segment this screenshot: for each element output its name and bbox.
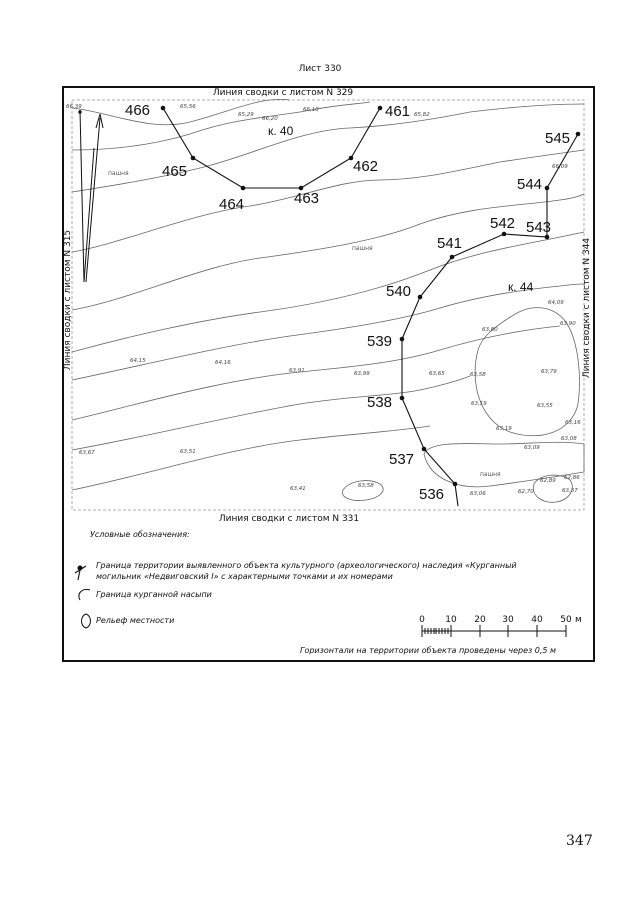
point-label: 545: [545, 130, 571, 147]
elevation-label: 66,09: [552, 164, 568, 170]
legend-relief: Рельеф местности: [96, 616, 175, 625]
point-label: 544: [517, 176, 543, 193]
point-label: 461: [385, 103, 411, 120]
legend-relief-icon: [82, 614, 91, 628]
elevation-label: 63,16: [565, 420, 581, 426]
elevation-label: 64,15: [130, 358, 146, 364]
elevation-label: 64,09: [548, 300, 564, 306]
point-541-marker: [450, 255, 455, 260]
legend-contour-note: Горизонтали на территории объекта проведены через 0,5 м: [300, 646, 557, 655]
page-number: 347: [566, 833, 593, 849]
point-466-marker: [161, 106, 166, 111]
contour-line: [72, 284, 584, 380]
point-label: 541: [437, 235, 463, 252]
elevation-label: 63,58: [470, 372, 486, 378]
point-545-marker: [576, 132, 581, 137]
junction-bottom: Линия сводки с листом N 331: [218, 514, 360, 524]
legend-title: Условные обозначения:: [90, 530, 190, 539]
elevation-label: 65,82: [414, 112, 430, 118]
legend-boundary-icon: [75, 566, 86, 580]
contour-line: [72, 376, 470, 450]
elevation-label: 63,51: [180, 449, 196, 455]
elevation-label: 63,80: [482, 327, 498, 333]
elevation-label: 63,37: [562, 488, 578, 494]
scale-tick-label: 40: [531, 615, 543, 625]
point-label: 536: [419, 486, 445, 503]
point-label: 542: [490, 215, 516, 232]
point-label: 543: [526, 219, 552, 236]
point-537-marker: [422, 447, 427, 452]
elevation-label: 65,56: [180, 104, 196, 110]
point-542-marker: [502, 232, 507, 237]
scale-tick-label: 50: [560, 615, 572, 625]
elevation-label: 63,79: [541, 369, 557, 375]
point-464-marker: [241, 186, 246, 191]
elevation-label: 66,20: [262, 116, 278, 122]
closed-contour: [424, 442, 584, 487]
elevation-label: 62,70: [518, 489, 534, 495]
scale-bar: [422, 625, 566, 637]
legend-boundary-line2: могильник «Недвиговский I» с характерными точками и их номерами: [96, 572, 393, 581]
point-label: 462: [353, 158, 379, 175]
land-label: пашня: [352, 245, 373, 252]
elevation-label: 62,89: [540, 478, 556, 484]
point-544-marker: [545, 186, 550, 191]
junction-right: Линия сводки с листом N 344: [582, 237, 592, 379]
point-label: 463: [294, 190, 320, 207]
boundary-east: [402, 134, 578, 506]
point-label: 540: [386, 283, 412, 300]
elevation-label: 63,90: [560, 321, 576, 327]
land-label: пашня: [480, 471, 501, 478]
point-536-marker: [453, 482, 458, 487]
north-arrow-icon: [79, 110, 103, 282]
point-461-marker: [378, 106, 383, 111]
elevation-label: 63,99: [354, 371, 370, 377]
scale-tick-label: 0: [419, 615, 425, 625]
contour-line: [72, 426, 430, 490]
elevation-label: 63,09: [524, 445, 540, 451]
contour-line: [72, 102, 370, 150]
elevation-marks: [66, 104, 581, 497]
elevation-label: 63,55: [537, 403, 553, 409]
point-label: 537: [389, 451, 415, 468]
quarter-label: к. 44: [508, 280, 534, 294]
point-540-marker: [418, 295, 423, 300]
boundary-point-labels: [125, 102, 570, 503]
sheet-title: Лист 330: [298, 64, 342, 74]
elevation-label: 63,19: [496, 426, 512, 432]
elevation-label: 65,29: [238, 112, 254, 118]
point-label: 466: [125, 102, 151, 119]
elevation-label: 66,39: [66, 104, 82, 110]
elevation-label: 62,86: [564, 475, 580, 481]
scale-tick-label: 20: [474, 615, 486, 625]
junction-left: Линия сводки с листом N 315: [63, 229, 73, 371]
scale-tick-label: 30: [502, 615, 514, 625]
legend-boundary-line1: Граница территории выявленного объекта культурного (археологического) наследия «Курганный: [96, 561, 517, 570]
elevation-label: 63,19: [471, 401, 487, 407]
scale-bar-labels: [419, 615, 582, 625]
elevation-label: 63,65: [429, 371, 445, 377]
sheet-boundary: [72, 100, 584, 510]
point-539-marker: [400, 337, 405, 342]
point-label: 464: [219, 196, 245, 213]
point-538-marker: [400, 396, 405, 401]
point-label: 538: [367, 394, 393, 411]
contour-line: [72, 150, 584, 252]
land-label: пашня: [108, 170, 129, 177]
junction-top: Линия сводки с листом N 329: [212, 88, 354, 98]
legend-mound: Граница курганной насыпи: [96, 590, 212, 599]
elevation-label: 63,08: [561, 436, 577, 442]
elevation-label: 63,41: [290, 486, 306, 492]
quarter-label: к. 40: [268, 124, 294, 138]
elevation-label: 63,91: [289, 368, 305, 374]
scale-unit: м: [575, 615, 582, 625]
elevation-label: 63,58: [358, 483, 374, 489]
contour-line: [72, 326, 560, 420]
scale-tick-label: 10: [445, 615, 457, 625]
point-label: 539: [367, 333, 393, 350]
point-465-marker: [191, 156, 196, 161]
legend-mound-icon: [79, 589, 90, 600]
elevation-label: 63,67: [79, 450, 95, 456]
elevation-label: 66,10: [303, 107, 319, 113]
contour-lines: [72, 99, 584, 502]
elevation-label: 63,06: [470, 491, 486, 497]
point-label: 465: [162, 163, 188, 180]
elevation-label: 64,16: [215, 360, 231, 366]
